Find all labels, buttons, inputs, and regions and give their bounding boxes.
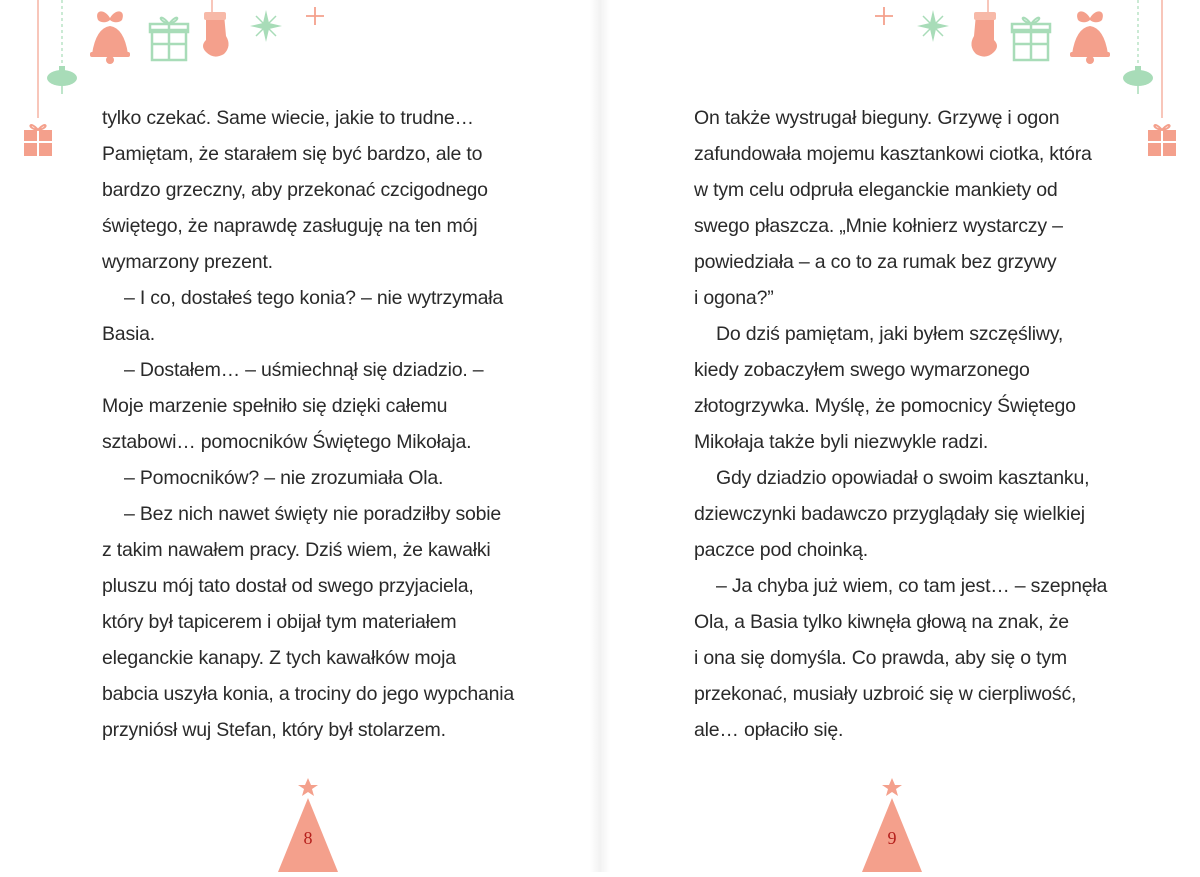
gift-icon	[1148, 125, 1176, 156]
star-icon	[917, 10, 949, 42]
text-line: Pamiętam, że starałem się być bardzo, ale to	[102, 143, 483, 165]
text-line: kiedy zobaczyłem swego wymarzonego	[694, 359, 1030, 381]
text-line: powiedziała – a co to za rumak bez grzywy	[694, 251, 1057, 273]
stocking-icon	[203, 12, 229, 57]
text-line: przekonać, musiały uzbroić się w cierpliwość,	[694, 683, 1077, 705]
text-line: – Ja chyba już wiem, co tam jest… – szepnęła	[716, 575, 1108, 597]
text-line: złotogrzywka. Myślę, że pomocnicy Świętego	[694, 395, 1076, 417]
page-number-tree	[860, 776, 924, 872]
text-line: bardzo grzeczny, aby przekonać czcigodnego	[102, 179, 488, 201]
stocking-icon	[971, 12, 997, 57]
page-number: 9	[887, 828, 897, 848]
text-line: sztabowi… pomocników Świętego Mikołaja.	[102, 431, 472, 453]
text-line: tylko czekać. Same wiecie, jakie to trudne…	[102, 107, 474, 129]
ornament-icon	[47, 66, 77, 94]
text-line: dziewczynki badawczo przyglądały się wielkiej	[694, 503, 1085, 525]
text-line: w tym celu odpruła eleganckie mankiety od	[694, 179, 1058, 201]
text-line: i ogona?”	[694, 287, 774, 309]
gift-icon	[24, 125, 52, 156]
bell-icon	[1070, 11, 1110, 64]
text-line: Do dziś pamiętam, jaki byłem szczęśliwy,	[716, 323, 1064, 345]
gift-icon	[150, 18, 188, 60]
text-line: z takim nawałem pracy. Dziś wiem, że kawałki	[102, 539, 491, 561]
text-line: Mikołaja także byli niezwykle radzi.	[694, 431, 989, 453]
right-page	[600, 0, 1200, 872]
text-line: świętego, że naprawdę zasługuję na ten mój	[102, 215, 478, 237]
text-line: Ola, a Basia tylko kiwnęła głową na znak, że	[694, 611, 1069, 633]
tree-icon	[276, 776, 340, 872]
page-number-tree	[276, 776, 340, 872]
text-line: Gdy dziadzio opowiadał o swoim kasztanku,	[716, 467, 1090, 489]
text-line: i ona się domyśla. Co prawda, aby się o tym	[694, 647, 1067, 669]
bell-icon	[90, 11, 130, 64]
text-line: – Pomocników? – nie zrozumiała Ola.	[124, 467, 444, 489]
text-line: przyniósł wuj Stefan, który był stolarzem.	[102, 719, 446, 741]
text-line: który był tapicerem i obijał tym materiałem	[102, 611, 457, 633]
text-line: Basia.	[102, 323, 155, 345]
page-number: 8	[303, 828, 313, 848]
text-line: – Dostałem… – uśmiechnął się dziadzio. –	[124, 359, 484, 381]
gift-icon	[1012, 18, 1050, 60]
text-line: paczce pod choinką.	[694, 539, 868, 561]
text-line: zafundowała mojemu kasztankowi ciotka, która	[694, 143, 1092, 165]
text-line: – Bez nich nawet święty nie poradziłby sobie	[124, 503, 502, 525]
left-page	[0, 0, 600, 872]
text-line: swego płaszcza. „Mnie kołnierz wystarczy –	[694, 215, 1063, 237]
right-page-text	[694, 100, 1134, 748]
sparkle-icon	[306, 7, 324, 25]
text-line: ale… opłaciło się.	[694, 719, 844, 741]
text-line: pluszu mój tato dostał od swego przyjaciela,	[102, 575, 474, 597]
ornament-icon	[1123, 66, 1153, 94]
text-line: On także wystrugał bieguny. Grzywę i ogon	[694, 107, 1060, 129]
text-line: babcia uszyła konia, a trociny do jego wypchania	[102, 683, 515, 705]
text-line: – I co, dostałeś tego konia? – nie wytrzymała	[124, 287, 504, 309]
sparkle-icon	[875, 7, 893, 25]
tree-icon	[860, 776, 924, 872]
left-page-text	[102, 100, 542, 748]
text-line: eleganckie kanapy. Z tych kawałków moja	[102, 647, 456, 669]
text-line: wymarzony prezent.	[102, 251, 273, 273]
text-line: Moje marzenie spełniło się dzięki całemu	[102, 395, 448, 417]
star-icon	[250, 10, 282, 42]
